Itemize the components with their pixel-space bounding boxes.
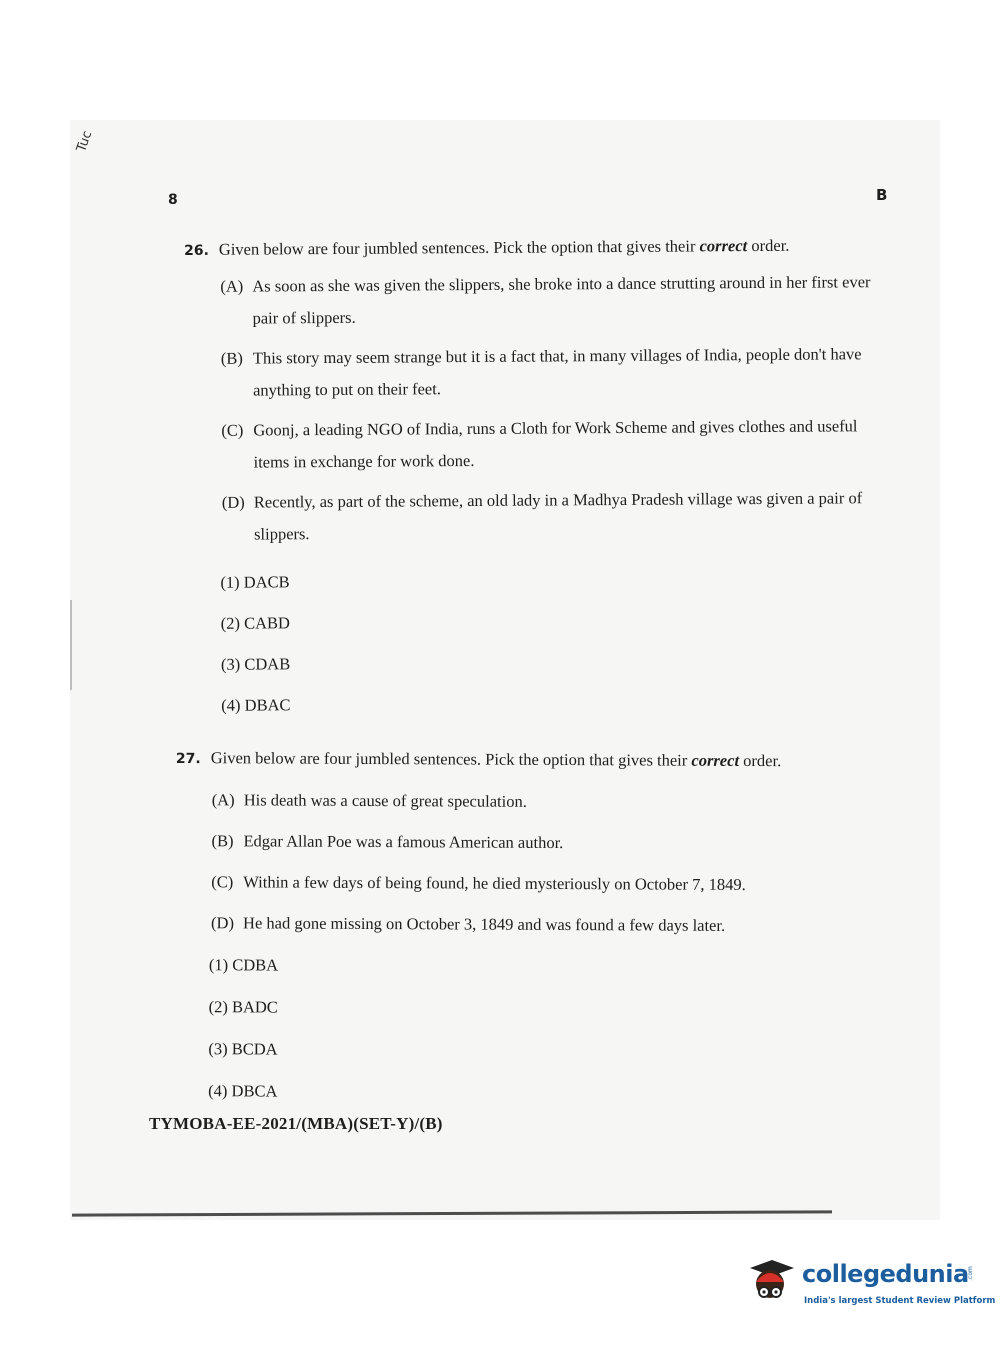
question-27	[174, 746, 876, 1107]
jumbled-sentence	[222, 482, 886, 551]
question-number: 27.	[175, 750, 201, 768]
answer-option: (1) DACB	[220, 572, 290, 592]
answer-option: (1) CDBA	[208, 955, 279, 975]
sentence-text: Edgar Allan Poe was a famous American author.	[243, 831, 564, 853]
sentence-label: (B)	[211, 831, 234, 851]
stem-text: Given below are four jumbled sentences. Pick the option that gives their	[210, 748, 692, 770]
sentence-text: Recently, as part of the scheme, an old lady in a Madhya Pradesh village was given a pair of slippers.	[253, 488, 863, 544]
jumbled-sentence	[211, 829, 875, 856]
sentence-label: (A)	[220, 276, 244, 296]
question-stem	[184, 233, 884, 263]
answer-option: (2) BADC	[208, 997, 278, 1017]
set-code: B	[876, 186, 888, 204]
corner-scribble: Tuc	[73, 128, 96, 155]
page-number: 8	[168, 192, 178, 208]
answer-option: (2) CABD	[220, 613, 290, 633]
jumbled-sentence	[220, 266, 884, 335]
sentence-text: Goonj, a leading NGO of India, runs a Cloth for Work Scheme and gives clothes and useful items in exchange for work done.	[253, 416, 858, 472]
sentence-label: (D)	[221, 492, 245, 512]
question-stem	[176, 746, 876, 775]
scan-margin-mark	[70, 600, 72, 690]
jumbled-sentence	[211, 911, 875, 938]
sentence-text: Within a few days of being found, he died mysteriously on October 7, 1849.	[243, 872, 746, 894]
collegedunia-logo	[742, 1254, 996, 1314]
stem-emphasis: correct	[691, 750, 740, 770]
logo-tagline: India's largest Student Review Platform	[804, 1296, 996, 1306]
jumbled-sentence	[211, 870, 875, 897]
paper-code: TYMOBA-EE-2021/(MBA)(SET-Y)/(B)	[149, 1114, 443, 1133]
sentence-text: As soon as she was given the slippers, she broke into a dance strutting around in her first ever pair of slippers.	[252, 272, 871, 328]
sentence-label: (D)	[211, 913, 235, 933]
sentence-text: His death was a cause of great speculation.	[243, 790, 527, 811]
stem-text-end: order.	[739, 750, 782, 771]
sentence-label: (A)	[211, 790, 235, 810]
sentence-label: (C)	[221, 420, 244, 440]
stem-text-end: order.	[747, 235, 790, 256]
answer-option: (3) CDAB	[220, 654, 291, 674]
jumbled-sentence	[212, 788, 876, 815]
jumbled-sentence	[221, 410, 885, 479]
stem-emphasis: correct	[699, 236, 748, 256]
question-26	[184, 233, 887, 718]
question-number: 26.	[184, 242, 209, 259]
logo-dotcom: .com	[966, 1266, 974, 1281]
answer-option: (4) DBAC	[221, 695, 291, 715]
sentence-label: (B)	[220, 348, 243, 368]
jumbled-sentence	[221, 338, 885, 407]
stem-text: Given below are four jumbled sentences. Pick the option that gives their	[218, 236, 700, 259]
logo-brand: collegedunia	[802, 1260, 969, 1288]
sentence-label: (C)	[211, 872, 234, 892]
answer-option: (4) DBCA	[208, 1081, 278, 1101]
mascot-icon	[742, 1254, 798, 1310]
sentence-text: He had gone missing on October 3, 1849 and was found a few days later.	[243, 913, 726, 935]
sentence-text: This story may seem strange but it is a fact that, in many villages of India, people don't have anything to put on their feet.	[252, 344, 862, 400]
answer-option: (3) BCDA	[208, 1039, 278, 1059]
